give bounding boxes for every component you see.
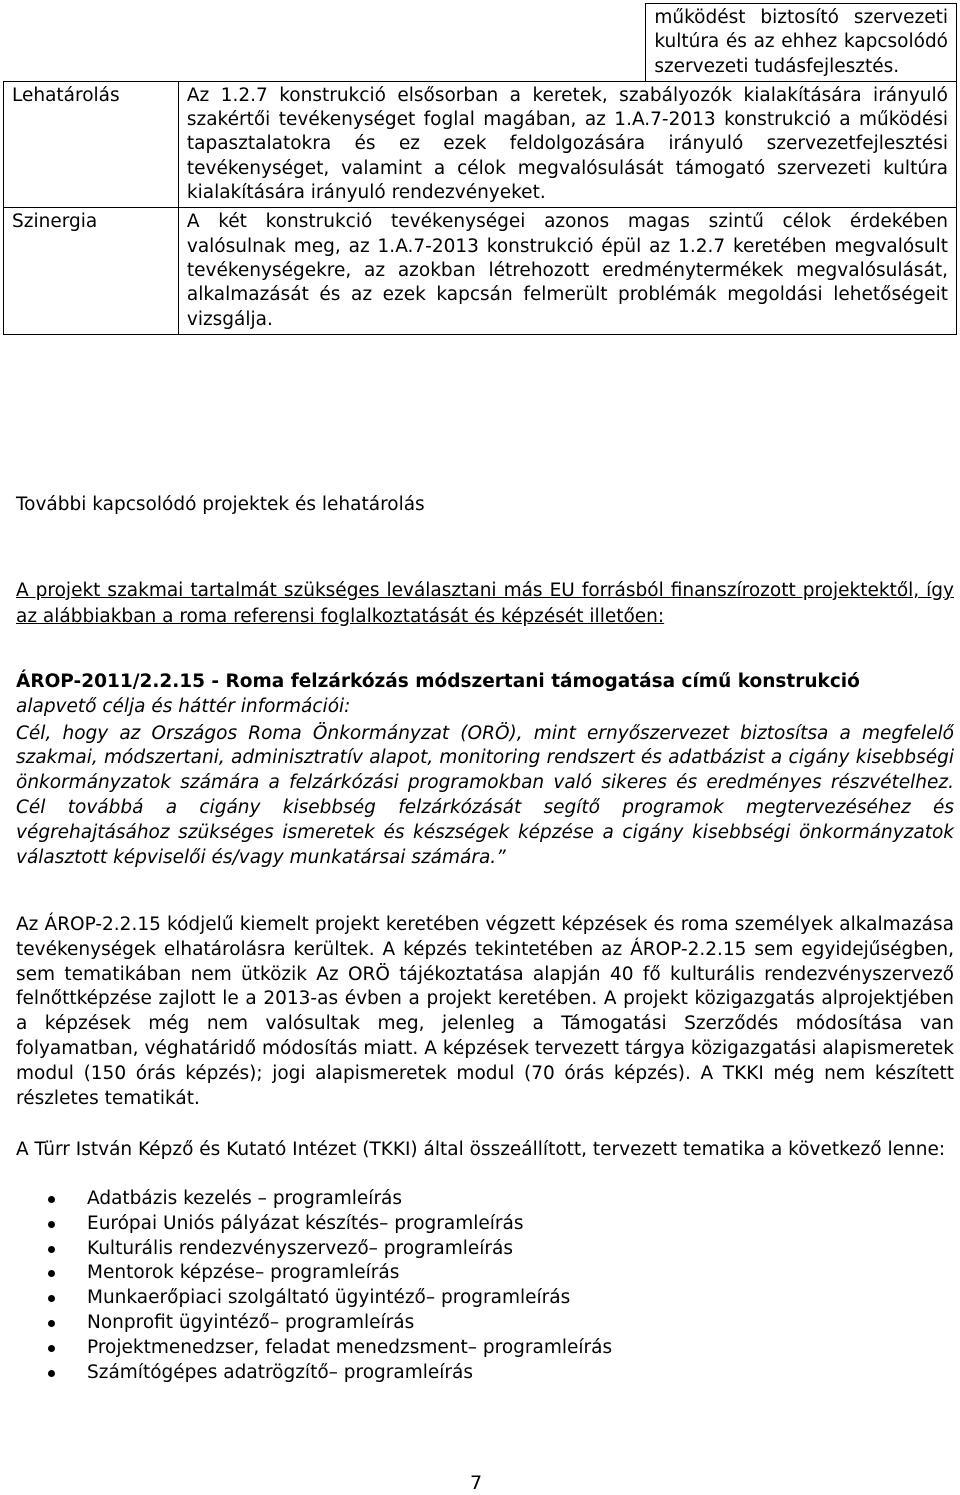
arop-quote: Cél, hogy az Országos Roma Önkormányzat (ORÖ), mint ernyőszervezet biztosítsa a megfelelő szakmai, módszertani, adminisztratív alapot, monitoring rendszert és adatbázist a cigány kisebbségi önkormányzatok számára a felzárkózási programokban való sikeres és eredményes részvételhez. Cél továbbá a cigány kisebbség felzárkózását segítő programok megtervezéséhez és végrehajtásához szükséges ismeretek és készségek képzése a cigány kisebbségi önkormányzatok választott képviselői és/vagy munkatársai számára.” [16,722,954,868]
list-item: Mentorok képzése– programleírás [40,1261,612,1286]
table-row [4,81,957,207]
list-item: Kulturális rendezvényszervező– programleírás [40,1237,612,1262]
arop-title: ÁROP-2011/2.2.15 - Roma felzárkózás módszertani támogatása című konstrukció [16,671,860,692]
paragraph-tkki: A Türr István Képző és Kutató Intézet (TKKI) által összeállított, tervezett tematika a következő lenne: [16,1139,946,1160]
lead-paragraph: A projekt szakmai tartalmát szükséges leválasztani más EU forrásból finanszírozott projektektől, így az alábbiakban a roma referensi foglalkoztatását és képzését illetően: [16,580,954,627]
arop-block [16,670,954,870]
table-cell-continuation: működést biztosító szervezeti kultúra és az ehhez kapcsolódó szervezeti tudásfejlesztés. [646,4,957,82]
empty-cell [178,4,645,82]
list-item: Projektmenedzser, feladat menedzsment– programleírás [40,1336,612,1361]
row-text-szinergia: A két konstrukció tevékenységei azonos magas szintű célok érdekében valósulnak meg, az 1.A.7-2013 konstrukció épül az 1.2.7 keretében megvalósult tevékenységekre, az azokban létrehozott eredménytermékek megvalósulását, alkalmazását és az ezek kapcsán felmerült problémák megoldási lehetőségeit vizsgálja. [178,208,956,334]
paragraph-elhatarolas: Az ÁROP-2.2.15 kódjelű kiemelt projekt keretében végzett képzések és roma személyek alkalmazása tevékenységek elhatárolásra kerültek. A képzés tekintetében az ÁROP-2.2.15 sem egyidejűségben, sem tematikában nem ütközik Az ORÖ tájékoztatása alapján 40 fő kulturális rendezvényszervező felnőttképzése zajlott le a 2013-as évben a projekt keretében. A projekt közigazgatás alprojektjében a képzések még nem valósultak meg, jelenleg a Támogatási Szerződés módosítása van folyamatban, véghatáridő módosítás miatt. A képzések tervezett tárgya közigazgatási alapismeretek modul (150 órás képzés); jogi alapismeretek modul (70 órás képzés). A TKKI még nem készített részletes tematikát. [16,914,954,1109]
section-heading: További kapcsolódó projektek és lehatárolás [16,494,425,515]
list-item: Adatbázis kezelés – programleírás [40,1187,612,1212]
program-list [40,1187,612,1385]
list-item: Munkaerőpiaci szolgáltató ügyintéző– programleírás [40,1286,612,1311]
empty-cell [4,4,179,82]
row-label-lehatarolas: Lehatárolás [4,81,179,207]
table-row [4,4,957,82]
list-item: Európai Uniós pályázat készítés– programleírás [40,1212,612,1237]
table-row [4,208,957,334]
row-text-lehatarolas: Az 1.2.7 konstrukció elsősorban a keretek, szabályozók kialakítására irányuló szakértői tevékenységet foglal magában, az 1.A.7-2013 konstrukció a működési tapasztalatokra és ez ezek feldolgozására irányuló szervezetfejlesztési tevékenységet, valamint a célok megvalósulását támogató szervezeti kultúra kialakítására irányuló rendezvényeket. [178,81,956,207]
list-item: Nonprofit ügyintéző– programleírás [40,1311,612,1336]
page-number: 7 [470,1472,483,1494]
row-label-szinergia: Szinergia [4,208,179,334]
arop-subtitle: alapvető célja és háttér információi: [16,695,351,717]
comparison-table [3,3,957,335]
list-item: Számítógépes adatrögzítő– programleírás [40,1361,612,1386]
